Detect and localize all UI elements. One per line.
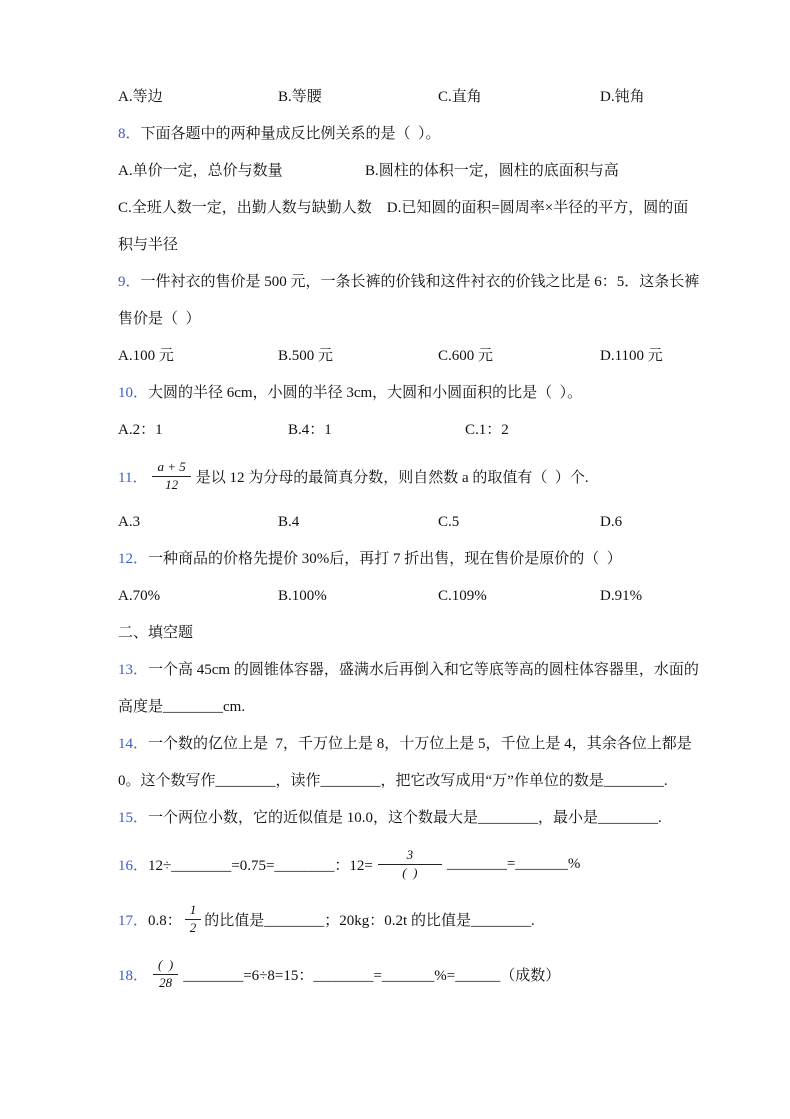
q12-number: 12． [118, 551, 149, 567]
q12-stem-text: 一种商品的价格先提价 30%后，再打 7 折出售，现在售价是原价的（ ） [148, 551, 622, 567]
q8-number: 8． [118, 126, 141, 142]
q16-fraction-denominator: ( ) [402, 865, 418, 880]
q10-number: 10． [118, 385, 149, 401]
q9-option-a: A.100 元 [118, 348, 174, 364]
q15-stem-text: 一个两位小数，它的近似值是 10.0，这个数最大是________，最小是________. [148, 810, 662, 826]
q13-line1 [118, 652, 699, 689]
q11-stem-text: 是以 12 为分母的最简真分数，则自然数 a 的取值有（ ）个. [195, 470, 589, 486]
q10-option-b: B.4：1 [288, 422, 332, 438]
q13-line2: 高度是________cm. [118, 699, 246, 715]
q17-fraction-numerator: 1 [185, 902, 202, 920]
q9-number: 9． [118, 274, 141, 290]
q17-text-after-fraction: 的比值是________；20kg：0.2t 的比值是________. [204, 913, 535, 929]
q18-text-after-fraction: ________=6÷8=15：________=_______%=______（成数） [183, 968, 561, 984]
q11-option-a: A.3 [118, 514, 141, 530]
q18-fraction [153, 957, 178, 992]
q7-options-row [118, 79, 678, 116]
q8-stem [118, 116, 678, 153]
q10-option-c: C.1：2 [465, 422, 509, 438]
q9-option-d: D.1100 元 [600, 348, 663, 364]
q9-stem-line1 [118, 264, 700, 301]
q18-number: 18． [118, 968, 149, 984]
q11-option-d: D.6 [600, 514, 623, 530]
q14-line1 [118, 726, 692, 763]
q12-option-a: A.70% [118, 588, 161, 604]
q7-option-b: B.等腰 [278, 89, 322, 105]
q17-text-before-fraction: 0.8： [148, 913, 182, 929]
q12-option-b: B.100% [278, 588, 327, 604]
q11-options-row [118, 504, 678, 541]
q9-stem-line2: 售价是（ ） [118, 311, 201, 327]
q11-option-c: C.5 [438, 514, 460, 530]
q8-option-b: B.圆柱的体积一定，圆柱的底面积与高 [365, 163, 619, 179]
q16-text-after-fraction: ________=_______% [446, 856, 581, 872]
q14-number: 14． [118, 736, 149, 752]
q16-stem [118, 837, 678, 892]
q9-stem-text: 一件衬衣的售价是 500 元，一条长裤的价钱和这件衬衣的价钱之比是 6：5．这条长裤 [140, 274, 700, 290]
q12-option-d: D.91% [600, 588, 643, 604]
q14-line2: 0。这个数写作________，读作________，把它改写成用“万”作单位的数是________. [118, 773, 668, 789]
q9-options-row [118, 338, 678, 375]
q8-stem-text: 下面各题中的两种量成反比例关系的是（ ）。 [140, 126, 441, 142]
q7-option-c: C.直角 [438, 89, 482, 105]
q10-stem [118, 375, 678, 412]
q10-option-a: A.2：1 [118, 422, 163, 438]
q8-option-a: A.单价一定，总价与数量 [118, 163, 283, 179]
q16-text-before-fraction: 12÷________=0.75=________：12= [148, 858, 373, 874]
q10-stem-text: 大圆的半径 6cm，小圆的半径 3cm，大圆和小圆面积的比是（ ）。 [148, 385, 583, 401]
q11-fraction-numerator: a + 5 [152, 459, 190, 477]
q8-options-cd-line1: C.全班人数一定，出勤人数与缺勤人数 D.已知圆的面积=圆周率×半径的平方，圆的面 [118, 200, 689, 216]
q12-option-c: C.109% [438, 588, 487, 604]
q13-text-line1: 一个高 45cm 的圆锥体容器，盛满水后再倒入和它等底等高的圆柱体容器里，水面的 [148, 662, 699, 678]
section-heading-fill-in: 二、填空题 [118, 625, 194, 641]
q15-stem [118, 800, 678, 837]
q9-option-b: B.500 元 [278, 348, 334, 364]
q12-stem [118, 541, 678, 578]
q12-options-row [118, 578, 678, 615]
q18-stem [118, 947, 678, 1002]
q8-options-ab-row [118, 153, 678, 190]
q17-fraction-denominator: 2 [189, 920, 197, 935]
q16-number: 16． [118, 858, 149, 874]
q18-fraction-numerator: ( ) [153, 957, 178, 975]
q7-option-d: D.钝角 [600, 89, 645, 105]
q9-option-c: C.600 元 [438, 348, 494, 364]
q11-fraction-denominator: 12 [165, 477, 179, 492]
q7-option-a: A.等边 [118, 89, 163, 105]
q16-fraction [378, 847, 442, 882]
q10-options-row [118, 412, 678, 449]
q11-option-b: B.4 [278, 514, 300, 530]
q17-number: 17． [118, 913, 149, 929]
q11-fraction [152, 459, 190, 494]
q16-fraction-numerator: 3 [378, 847, 442, 865]
q11-number: 11． [118, 470, 148, 486]
q17-fraction [185, 902, 202, 937]
q14-text-line1: 一个数的亿位上是 7，千万位上是 8，十万位上是 5，千位上是 4，其余各位上都是 [148, 736, 692, 752]
q17-stem [118, 892, 678, 947]
q11-stem [118, 449, 678, 504]
exam-content [118, 79, 700, 1002]
q8-options-cd-line2: 积与半径 [118, 237, 179, 253]
q18-fraction-denominator: 28 [159, 975, 173, 990]
q13-number: 13． [118, 662, 149, 678]
q15-number: 15． [118, 810, 149, 826]
